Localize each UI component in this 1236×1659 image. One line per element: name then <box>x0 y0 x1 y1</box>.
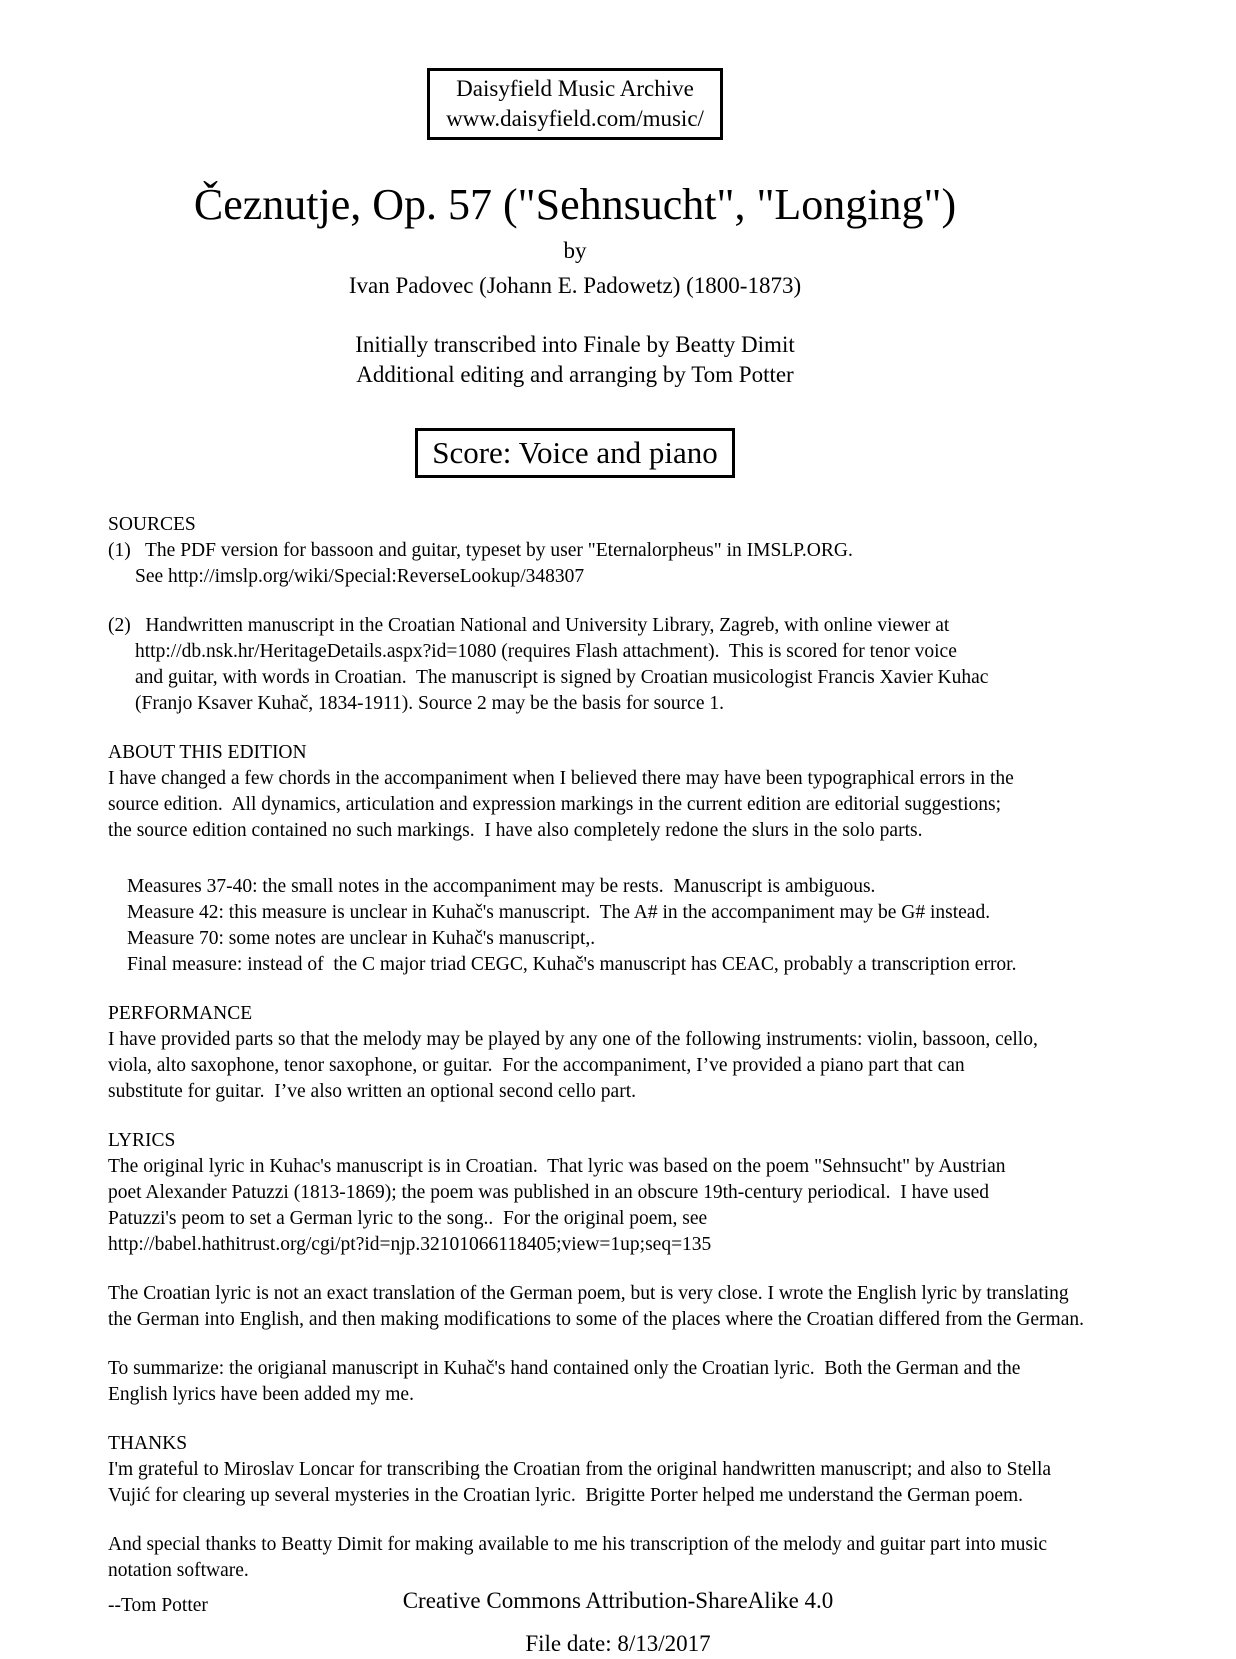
source-2-line-2: http://db.nsk.hr/HeritageDetails.aspx?id=1080 (requires Flash attachment). This is scored for tenor voice <box>135 641 957 662</box>
title-block <box>0 0 1150 478</box>
measure-note-3: Measure 70: some notes are unclear in Kuhač's manuscript,. <box>127 928 596 949</box>
document-body <box>108 512 1236 1584</box>
lyrics-para1-line-1: The original lyric in Kuhac's manuscript is in Croatian. That lyric was based on the poem "Sehnsucht" by Austrian <box>108 1156 1006 1177</box>
lyrics-para2-line-2: the German into English, and then making modifications to some of the places where the Croatian differed from the German. <box>108 1309 1084 1330</box>
performance-para-line-2: viola, alto saxophone, tenor saxophone, or guitar. For the accompaniment, I’ve provided a piano part that can <box>108 1055 965 1076</box>
footer <box>0 1586 1236 1616</box>
section-heading-thanks: THANKS <box>108 1433 188 1454</box>
source-1-line-1: (1) The PDF version for bassoon and guitar, typeset by user "Eternalorpheus" in IMSLP.ORG. <box>108 540 853 561</box>
signature: --Tom Potter <box>108 1595 208 1616</box>
lyrics-para1-line-3: Patuzzi's peom to set a German lyric to the song.. For the original poem, see <box>108 1208 708 1229</box>
thanks-para1-line-1: I'm grateful to Miroslav Loncar for transcribing the Croatian from the original handwritten manuscript; and also to Stella <box>108 1459 1052 1480</box>
score-label: Score: Voice and piano <box>432 435 718 470</box>
credits-block <box>0 330 1150 390</box>
score-box <box>415 428 735 478</box>
source-2-line-1: (2) Handwritten manuscript in the Croatian National and University Library, Zagreb, with online viewer at <box>108 615 950 636</box>
license-line: Creative Commons Attribution-ShareAlike 4.0 <box>402 1588 834 1613</box>
page-title: Čeznutje, Op. 57 ("Sehnsucht", "Longing") <box>193 180 957 229</box>
measure-note-2: Measure 42: this measure is unclear in Kuhač's manuscript. The A# in the accompaniment may be G# instead. <box>127 902 991 923</box>
credit-line-2: Additional editing and arranging by Tom Potter <box>356 362 794 387</box>
thanks-para2-line-2: notation software. <box>108 1560 249 1581</box>
archive-name: Daisyfield Music Archive <box>456 76 694 101</box>
lyrics-url: http://babel.hathitrust.org/cgi/pt?id=njp.32101066118405;view=1up;seq=135 <box>108 1234 712 1255</box>
performance-para-line-1: I have provided parts so that the melody may be played by any one of the following instruments: violin, bassoon, cello, <box>108 1029 1038 1050</box>
section-heading-lyrics: LYRICS <box>108 1130 176 1151</box>
composer-line: Ivan Padovec (Johann E. Padowetz) (1800-1873) <box>348 273 802 298</box>
source-2-line-3: and guitar, with words in Croatian. The manuscript is signed by Croatian musicologist Francis Xavier Kuhac <box>135 667 989 688</box>
measure-note-1: Measures 37-40: the small notes in the accompaniment may be rests. Manuscript is ambiguous. <box>127 876 876 897</box>
lyrics-para2-line-1: The Croatian lyric is not an exact translation of the German poem, but is very close. I wrote the English lyric by translating <box>108 1283 1069 1304</box>
about-para-line-2: source edition. All dynamics, articulation and expression markings in the current edition are editorial suggestions; <box>108 794 1001 815</box>
about-para-line-3: the source edition contained no such markings. I have also completely redone the slurs in the solo parts. <box>108 820 923 841</box>
by-label: by <box>563 238 587 263</box>
lyrics-para3-line-1: To summarize: the origianal manuscript in Kuhač's hand contained only the Croatian lyric. Both the German and the <box>108 1358 1021 1379</box>
credit-line-1: Initially transcribed into Finale by Beatty Dimit <box>355 332 795 357</box>
section-heading-performance: PERFORMANCE <box>108 1003 253 1024</box>
section-heading-sources: SOURCES <box>108 514 196 535</box>
about-para-line-1: I have changed a few chords in the accompaniment when I believed there may have been typographical errors in the <box>108 768 1014 789</box>
lyrics-para3-line-2: English lyrics have been added my me. <box>108 1384 414 1405</box>
thanks-para1-line-2: Vujić for clearing up several mysteries in the Croatian lyric. Brigitte Porter helped me understand the German poem. <box>108 1485 1024 1506</box>
section-heading-about: ABOUT THIS EDITION <box>108 742 307 763</box>
thanks-para2-line-1: And special thanks to Beatty Dimit for making available to me his transcription of the melody and guitar part into music <box>108 1534 1048 1555</box>
source-1-line-2: See http://imslp.org/wiki/Special:ReverseLookup/348307 <box>135 566 585 587</box>
file-date: File date: 8/13/2017 <box>525 1631 711 1656</box>
header-box <box>427 68 723 140</box>
source-2-line-4: (Franjo Ksaver Kuhač, 1834-1911). Source 2 may be the basis for source 1. <box>135 693 724 714</box>
performance-para-line-3: substitute for guitar. I’ve also written an optional second cello part. <box>108 1081 636 1102</box>
archive-url: www.daisyfield.com/music/ <box>446 106 704 131</box>
measure-note-4: Final measure: instead of the C major triad CEGC, Kuhač's manuscript has CEAC, probably a transcription error. <box>127 954 1017 975</box>
lyrics-para1-line-2: poet Alexander Patuzzi (1813-1869); the poem was published in an obscure 19th-century periodical. I have used <box>108 1182 990 1203</box>
